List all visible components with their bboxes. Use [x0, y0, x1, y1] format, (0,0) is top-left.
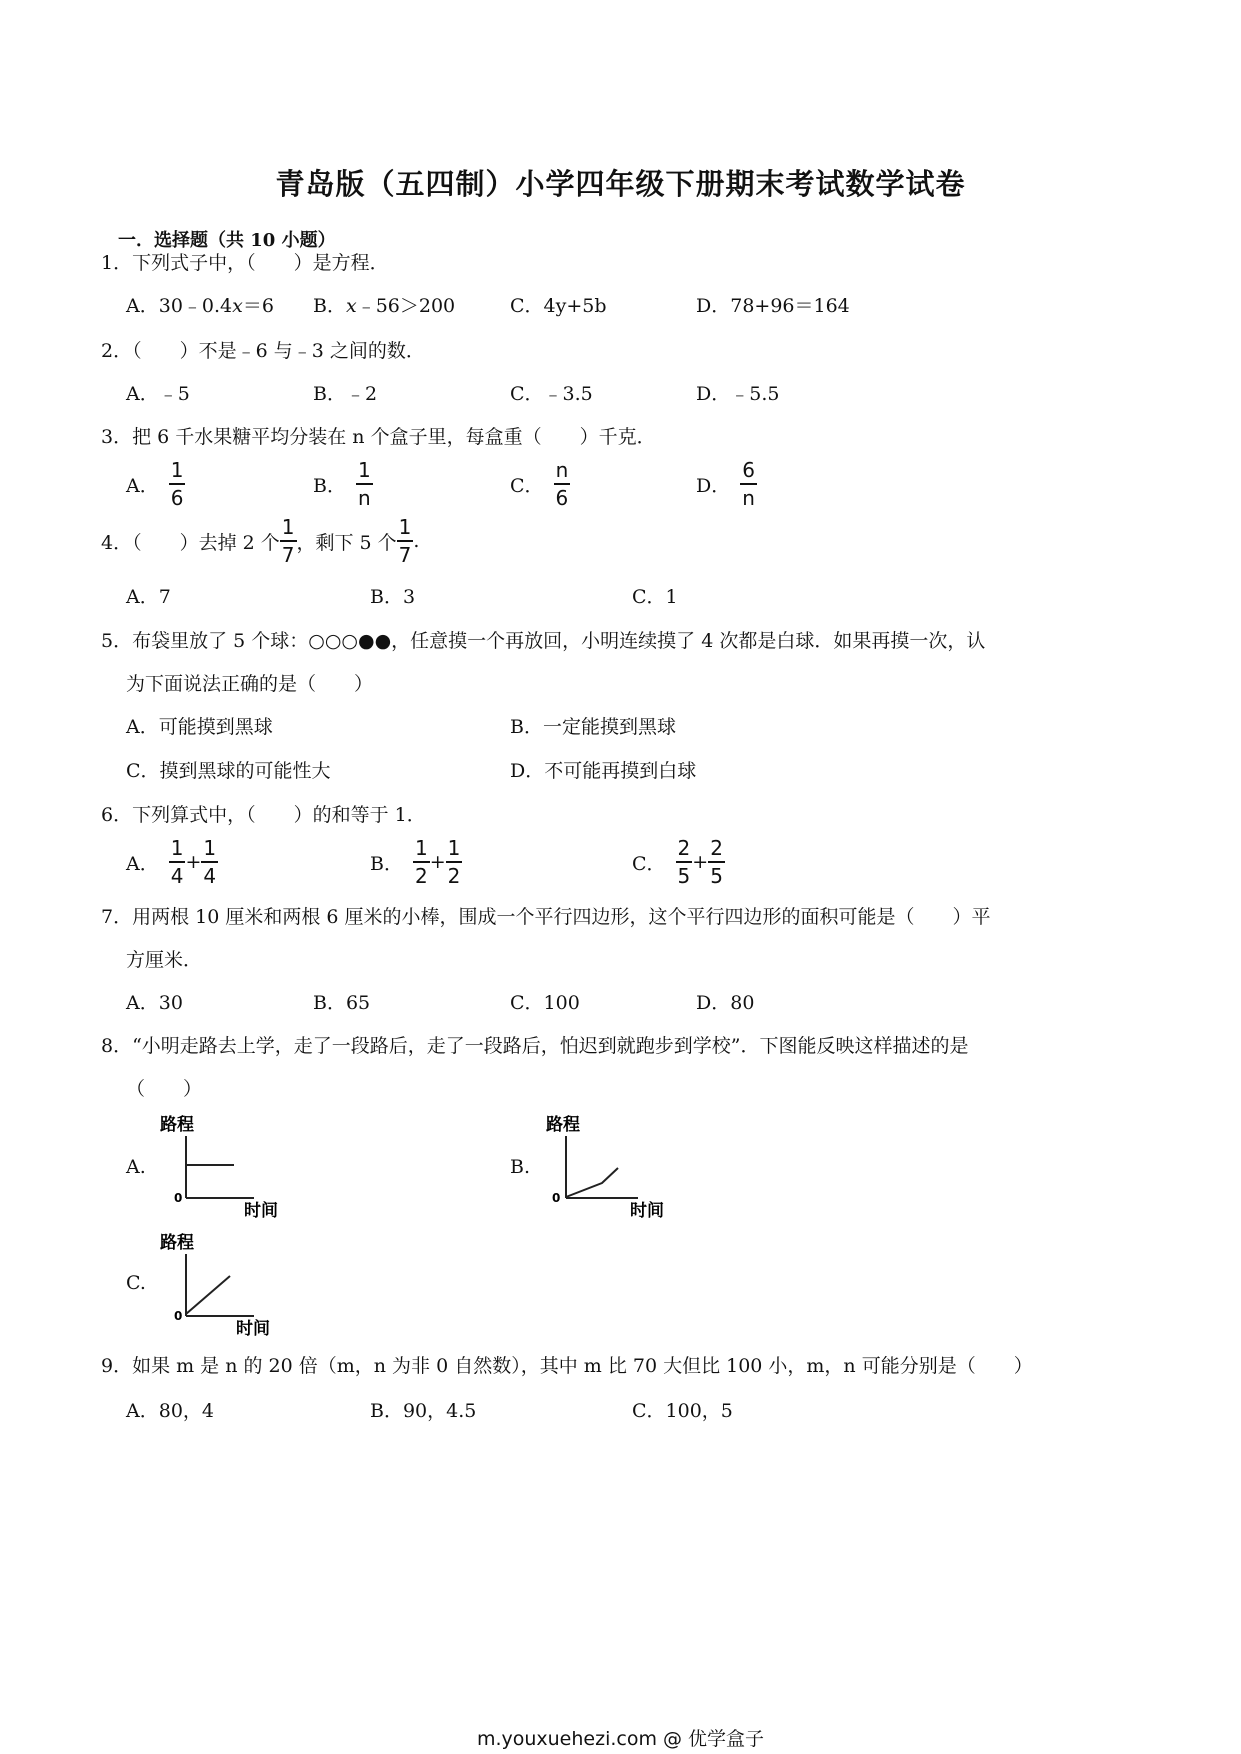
graph-origin: 0	[174, 1191, 183, 1205]
fraction: $\frac{1}{6}$	[170, 458, 184, 510]
fraction: $\frac{1}{7}$	[281, 515, 295, 567]
graph-origin: 0	[552, 1191, 561, 1205]
q7-option-b[interactable]: B．65	[313, 992, 371, 1014]
q9-option-b[interactable]: B．90，4.5	[370, 1400, 477, 1422]
q7-option-c[interactable]: C．100	[510, 992, 580, 1014]
question-7-line-1: 7．用两根 10 厘米和两根 6 厘米的小棒，围成一个平行四边形，这个平行四边形的面积可能是（ ）平	[101, 906, 991, 928]
question-6: 6．下列算式中，（ ）的和等于 1．	[101, 804, 426, 826]
q5-option-a[interactable]: A．可能摸到黑球	[126, 716, 273, 738]
fraction: $\frac{2}{5}$	[677, 836, 691, 888]
fraction: $\frac{1}{7}$	[398, 515, 412, 567]
question-5-line-1: 5．布袋里放了 5 个球：○○○●●，任意摸一个再放回，小明连续摸了 4 次都是白球．如果再摸一次，认	[101, 630, 986, 652]
question-8-line-2: （ ）	[126, 1078, 203, 1100]
q5-option-d[interactable]: D．不可能再摸到白球	[510, 760, 697, 782]
fraction: $\frac{1}{n}$	[357, 458, 371, 510]
question-5-line-2: 为下面说法正确的是（ ）	[126, 673, 374, 695]
q3-option-d[interactable]: D． $\frac{6}{n}$	[696, 458, 755, 510]
q2-option-c[interactable]: C．﹣3.5	[510, 383, 593, 405]
question-8-line-1: 8．“小明走路去上学，走了一段路后，走了一段路后，怕迟到就跑步到学校”．下图能反映这样描述的是	[101, 1035, 969, 1057]
q8-graph-b[interactable]	[542, 1112, 682, 1220]
graph-origin: 0	[174, 1309, 183, 1323]
q8-option-c-label[interactable]: C.	[126, 1272, 146, 1294]
q4-option-c[interactable]: C．1	[632, 586, 678, 608]
fraction: $\frac{2}{5}$	[710, 836, 723, 888]
fraction: $\frac{n}{6}$	[555, 458, 569, 510]
question-3: 3．把 6 千水果糖平均分装在 n 个盒子里，每盒重（ ）千克．	[101, 426, 656, 448]
q1-option-b[interactable]: B．x﹣56＞200	[313, 295, 456, 317]
q7-option-d[interactable]: D．80	[696, 992, 755, 1014]
q6-option-b[interactable]: B． $\frac{1}{2}$ + $\frac{1}{2}$	[370, 836, 461, 888]
fraction: $\frac{1}{4}$	[170, 836, 184, 888]
q2-option-a[interactable]: A．﹣5	[126, 383, 190, 405]
section-heading: 一．选择题（共 10 小题）	[118, 230, 336, 251]
q1-option-a[interactable]: A．30﹣0.4x＝6	[126, 295, 274, 317]
q8-graph-a[interactable]	[158, 1112, 298, 1220]
fraction: $\frac{6}{n}$	[742, 458, 755, 510]
q2-option-d[interactable]: D．﹣5.5	[696, 383, 780, 405]
q9-option-c[interactable]: C．100，5	[632, 1400, 733, 1422]
question-4: 4．（ ）去掉 2 个 $\frac{1}{7}$ ，剩下 5 个 $\frac{1}{7}$ .	[101, 515, 420, 567]
graph-x-label: 时间	[236, 1319, 270, 1338]
q4-option-a[interactable]: A．7	[126, 586, 171, 608]
q2-option-b[interactable]: B．﹣2	[313, 383, 378, 405]
page-title: 青岛版（五四制）小学四年级下册期末考试数学试卷	[275, 167, 966, 201]
graph-line	[566, 1168, 618, 1197]
fraction: $\frac{1}{4}$	[203, 836, 217, 888]
graph-x-label: 时间	[244, 1201, 278, 1220]
q5-option-c[interactable]: C．摸到黑球的可能性大	[126, 760, 331, 782]
q1-option-d[interactable]: D．78+96＝164	[696, 295, 850, 317]
q9-option-a[interactable]: A．80，4	[126, 1400, 214, 1422]
q3-option-a[interactable]: A． $\frac{1}{6}$	[126, 458, 184, 510]
graph-y-label: 路程	[160, 1115, 194, 1135]
question-9: 9．如果 m 是 n 的 20 倍（m，n 为非 0 自然数），其中 m 比 70 大但比 100 小，m，n 可能分别是（ ）	[101, 1355, 1033, 1377]
graph-x-label: 时间	[630, 1201, 664, 1220]
graph-y-label: 路程	[160, 1233, 194, 1253]
question-2: 2．（ ）不是﹣6 与﹣3 之间的数．	[101, 340, 425, 362]
q8-graph-c[interactable]	[158, 1230, 298, 1338]
question-1: 1．下列式子中，（ ）是方程．	[101, 252, 389, 274]
q8-option-b-label[interactable]: B.	[510, 1156, 531, 1178]
q7-option-a[interactable]: A．30	[126, 992, 183, 1014]
q3-option-c[interactable]: C． $\frac{n}{6}$	[510, 458, 569, 510]
fraction: $\frac{1}{2}$	[447, 836, 461, 888]
q6-option-a[interactable]: A． $\frac{1}{4}$ + $\frac{1}{4}$	[126, 836, 217, 888]
q6-option-c[interactable]: C． $\frac{2}{5}$ + $\frac{2}{5}$	[632, 836, 723, 888]
question-7-line-2: 方厘米．	[126, 949, 203, 971]
graph-y-label: 路程	[546, 1115, 580, 1135]
q1-option-c[interactable]: C．4y+5b	[510, 295, 607, 317]
q3-option-b[interactable]: B． $\frac{1}{n}$	[313, 458, 371, 510]
fraction: $\frac{1}{2}$	[414, 836, 428, 888]
q4-option-b[interactable]: B．3	[370, 586, 416, 608]
graph-line	[186, 1276, 230, 1314]
q5-option-b[interactable]: B．一定能摸到黑球	[510, 716, 676, 738]
footer-watermark: m.youxuehezi.com @ 优学盒子	[476, 1728, 765, 1750]
q8-option-a-label[interactable]: A.	[126, 1156, 146, 1178]
